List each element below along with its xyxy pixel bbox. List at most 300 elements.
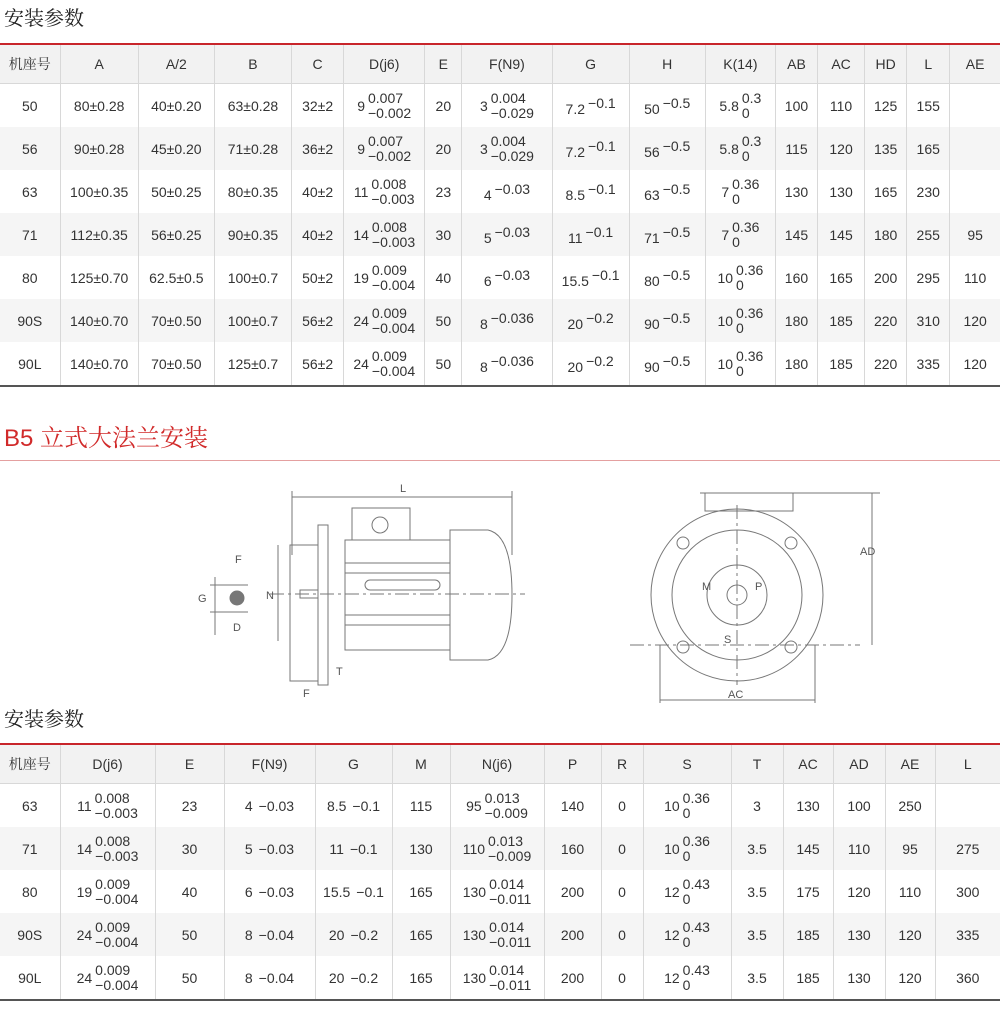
k-cell	[705, 256, 775, 299]
h-cell	[629, 127, 705, 170]
tolerance-value	[568, 224, 613, 246]
tolerance-upper: 0.014	[489, 918, 525, 935]
column-header: K(14)	[705, 45, 775, 84]
tolerance-upper: 0.008	[371, 175, 407, 192]
table-row	[0, 84, 1000, 128]
t-cell: 3.5	[731, 956, 783, 1000]
tolerance-upper: 0.36	[732, 175, 760, 192]
k-cell	[705, 170, 775, 213]
column-header: AB	[775, 45, 817, 84]
tolerance-lower: −0.009	[484, 804, 528, 821]
tolerance-value	[484, 224, 530, 246]
tolerance-base: 10	[717, 355, 734, 372]
h-cell	[629, 299, 705, 342]
c-cell: 40±2	[292, 213, 344, 256]
tolerance-lower: −0.029	[490, 147, 534, 164]
m-cell: 115	[392, 784, 450, 828]
fan-cover	[450, 530, 512, 660]
tolerance-value	[245, 841, 294, 857]
tolerance-upper: 0.014	[489, 961, 525, 978]
tolerance-lower: −0.029	[490, 104, 534, 121]
tolerance-base: 12	[664, 926, 680, 943]
b5-heading: B5 立式大法兰安装	[4, 425, 209, 452]
l-cell: 310	[907, 299, 950, 342]
tolerance-value	[245, 927, 294, 943]
ae-cell: 250	[885, 784, 935, 828]
k-cell	[705, 342, 775, 386]
b-cell: 71±0.28	[214, 127, 291, 170]
installation-table-1	[0, 45, 1000, 387]
d-cell	[60, 956, 155, 1000]
tolerance-deviations	[95, 963, 138, 993]
ac-cell: 110	[818, 84, 865, 128]
ad-cell: 130	[833, 913, 885, 956]
g-cell	[552, 299, 629, 342]
tolerance-deviation: −0.5	[662, 180, 691, 197]
tolerance-lower: −0.011	[489, 976, 532, 993]
l-cell: 165	[907, 127, 950, 170]
p-cell: 200	[544, 870, 601, 913]
l-cell: 155	[907, 84, 950, 128]
frame-cell: 90L	[0, 342, 60, 386]
tolerance-base: 5.8	[719, 140, 739, 157]
ae-cell	[950, 170, 1000, 213]
label-ad: AD	[860, 546, 876, 558]
tolerance-deviation: −0.1	[352, 797, 381, 814]
tolerance-base: 20	[567, 358, 584, 375]
tolerance-upper: 0.009	[95, 961, 131, 978]
tolerance-deviation: −0.5	[662, 137, 691, 154]
label-l: L	[400, 483, 407, 495]
tolerance-value	[329, 970, 378, 986]
tolerance-value	[566, 181, 616, 203]
ae-cell: 110	[885, 870, 935, 913]
tolerance-base: 8	[244, 969, 253, 986]
ae-cell: 95	[885, 827, 935, 870]
b-cell: 100±0.7	[214, 256, 291, 299]
tolerance-lower: 0	[682, 890, 691, 907]
tolerance-lower: 0	[736, 319, 744, 336]
tolerance-upper: 0.013	[484, 789, 520, 806]
tolerance-value	[664, 877, 710, 907]
tolerance-lower: 0	[732, 190, 740, 207]
g-cell	[315, 870, 392, 913]
t-cell: 3.5	[731, 870, 783, 913]
d-cell	[60, 913, 155, 956]
label-t: T	[336, 666, 343, 678]
tolerance-deviations	[491, 134, 534, 164]
tolerance-upper: 0.009	[95, 875, 131, 892]
s-cell	[643, 913, 731, 956]
column-header: G	[552, 45, 629, 84]
d-cell	[344, 127, 425, 170]
tolerance-base: 56	[644, 143, 660, 160]
tolerance-lower: 0	[741, 104, 750, 121]
r-cell: 0	[601, 827, 643, 870]
tolerance-value	[327, 798, 380, 814]
tolerance-value	[717, 263, 763, 293]
column-header: S	[643, 745, 731, 784]
h-cell	[629, 84, 705, 128]
tolerance-deviations	[683, 791, 710, 821]
h-cell	[629, 256, 705, 299]
tolerance-lower: −0.004	[95, 890, 139, 907]
a-cell: 80±0.28	[60, 84, 138, 128]
ac-cell: 145	[783, 827, 833, 870]
tolerance-base: 50	[644, 100, 660, 117]
column-header: H	[629, 45, 705, 84]
tolerance-deviation: −0.1	[588, 180, 616, 197]
h-cell	[629, 342, 705, 386]
tolerance-base: 130	[462, 926, 487, 943]
frame-cell: 63	[0, 170, 60, 213]
m-cell: 165	[392, 913, 450, 956]
tolerance-lower: −0.003	[95, 847, 139, 864]
tolerance-upper: 0.007	[368, 132, 404, 149]
tolerance-deviation: −0.04	[258, 969, 295, 986]
a-half-cell: 50±0.25	[138, 170, 214, 213]
r-cell: 0	[601, 784, 643, 828]
tolerance-deviation: −0.03	[258, 840, 295, 857]
tolerance-base: 4	[483, 186, 492, 203]
hd-cell: 165	[865, 170, 907, 213]
tolerance-value	[484, 267, 530, 289]
column-header: M	[392, 745, 450, 784]
column-header: G	[315, 745, 392, 784]
ad-cell: 100	[833, 784, 885, 828]
column-header: L	[935, 745, 1000, 784]
ab-cell: 180	[775, 299, 817, 342]
tolerance-upper: 0.009	[371, 261, 407, 278]
p-cell: 160	[544, 827, 601, 870]
tolerance-deviation: −0.1	[588, 137, 616, 154]
tolerance-deviations	[372, 220, 415, 250]
tolerance-base: 80	[644, 272, 660, 289]
ab-cell: 145	[775, 213, 817, 256]
column-header: HD	[865, 45, 907, 84]
tolerance-base: 11	[77, 797, 92, 814]
tolerance-base: 8	[479, 315, 488, 332]
tolerance-base: 24	[353, 355, 369, 372]
tolerance-base: 11	[568, 229, 583, 246]
f-cell	[224, 870, 315, 913]
m-cell: 165	[392, 870, 450, 913]
f-cell	[224, 827, 315, 870]
tolerance-value	[329, 841, 377, 857]
d-cell	[60, 784, 155, 828]
tolerance-deviations	[372, 349, 415, 379]
f-cell	[224, 956, 315, 1000]
tolerance-deviation: −0.03	[494, 180, 531, 197]
b-cell: 90±0.35	[214, 213, 291, 256]
tolerance-lower: 0	[736, 276, 744, 293]
label-n: N	[266, 590, 274, 602]
tolerance-deviations	[736, 263, 763, 293]
tolerance-upper: 0.43	[682, 918, 710, 935]
ac-cell: 185	[818, 342, 865, 386]
a-cell: 90±0.28	[60, 127, 138, 170]
tolerance-lower: −0.004	[371, 319, 416, 336]
l-cell	[935, 784, 1000, 828]
tolerance-base: 5	[483, 229, 492, 246]
ab-cell: 115	[775, 127, 817, 170]
c-cell: 36±2	[292, 127, 344, 170]
tolerance-base: 20	[328, 926, 345, 943]
hd-cell: 220	[865, 342, 907, 386]
c-cell: 50±2	[292, 256, 344, 299]
tolerance-value	[357, 91, 411, 121]
label-ac: AC	[728, 689, 744, 701]
tolerance-value	[354, 177, 415, 207]
tolerance-value	[664, 834, 710, 864]
tolerance-value	[245, 884, 294, 900]
tolerance-value	[644, 267, 690, 289]
n-cell	[450, 956, 544, 1000]
a-half-cell: 56±0.25	[138, 213, 214, 256]
tolerance-base: 8.5	[326, 797, 347, 814]
tolerance-upper: 0.008	[94, 789, 130, 806]
tolerance-deviations	[491, 91, 534, 121]
tolerance-value	[480, 353, 534, 375]
tolerance-upper: 0.3	[741, 89, 762, 106]
tolerance-value	[353, 220, 415, 250]
tolerance-lower: 0	[682, 804, 691, 821]
d-cell	[60, 827, 155, 870]
ac-cell: 120	[818, 127, 865, 170]
hd-cell: 180	[865, 213, 907, 256]
e-cell: 40	[425, 256, 462, 299]
d-cell	[344, 299, 425, 342]
b5-motor-drawing	[0, 465, 1000, 705]
tolerance-lower: −0.011	[489, 933, 532, 950]
e-cell: 50	[155, 913, 224, 956]
tolerance-deviations	[489, 877, 531, 907]
tolerance-base: 11	[329, 840, 344, 857]
tolerance-base: 63	[644, 186, 660, 203]
tolerance-upper: 0.008	[95, 832, 131, 849]
tolerance-value	[721, 177, 759, 207]
table-row	[0, 784, 1000, 828]
a-half-cell: 40±0.20	[138, 84, 214, 128]
tolerance-deviations	[732, 177, 759, 207]
table-row	[0, 170, 1000, 213]
e-cell: 50	[155, 956, 224, 1000]
column-header: E	[155, 745, 224, 784]
tolerance-upper: 0.36	[736, 347, 764, 364]
flange-outline	[290, 545, 318, 681]
tolerance-upper: 0.013	[488, 832, 524, 849]
tolerance-deviation: −0.1	[588, 94, 616, 111]
ae-cell: 95	[950, 213, 1000, 256]
tolerance-base: 5	[244, 840, 253, 857]
k-cell	[705, 299, 775, 342]
tolerance-deviations	[371, 177, 414, 207]
tolerance-base: 7.2	[565, 100, 586, 117]
tolerance-upper: 0.36	[682, 789, 710, 806]
tolerance-lower: −0.003	[371, 190, 415, 207]
tolerance-deviation: −0.1	[356, 883, 384, 900]
tolerance-lower: −0.004	[371, 276, 416, 293]
hd-cell: 125	[865, 84, 907, 128]
table-row	[0, 213, 1000, 256]
h-cell	[629, 170, 705, 213]
g-cell	[315, 956, 392, 1000]
l-cell: 295	[907, 256, 950, 299]
tolerance-upper: 0.3	[741, 132, 762, 149]
c-cell: 32±2	[292, 84, 344, 128]
a-cell: 100±0.35	[60, 170, 138, 213]
tolerance-deviation: −0.036	[490, 309, 534, 326]
tolerance-base: 19	[76, 883, 93, 900]
tolerance-base: 8.5	[565, 186, 586, 203]
tolerance-base: 3	[479, 97, 488, 114]
ae-cell: 120	[950, 299, 1000, 342]
tolerance-value	[77, 963, 139, 993]
column-header: R	[601, 745, 643, 784]
tolerance-deviations	[95, 920, 138, 950]
ab-cell: 100	[775, 84, 817, 128]
c-cell: 40±2	[292, 170, 344, 213]
a-cell: 112±0.35	[60, 213, 138, 256]
b-cell: 125±0.7	[214, 342, 291, 386]
tolerance-base: 12	[664, 969, 680, 986]
tolerance-upper: 0.009	[95, 918, 131, 935]
tolerance-value	[664, 791, 710, 821]
tolerance-deviation: −0.5	[662, 309, 691, 326]
column-header: T	[731, 745, 783, 784]
d-cell	[344, 170, 425, 213]
tolerance-deviation: −0.2	[586, 352, 614, 369]
tolerance-value	[77, 877, 139, 907]
ac-cell: 145	[818, 213, 865, 256]
tolerance-value	[644, 138, 690, 160]
tolerance-value	[644, 353, 690, 375]
tolerance-upper: 0.009	[371, 304, 407, 321]
a-cell: 125±0.70	[60, 256, 138, 299]
tolerance-base: 20	[567, 315, 584, 332]
tolerance-base: 90	[644, 315, 660, 332]
table1-header-row	[0, 45, 1000, 84]
tolerance-value	[644, 95, 690, 117]
k-cell	[705, 127, 775, 170]
frame-cell: 80	[0, 870, 60, 913]
tolerance-value	[463, 963, 532, 993]
tolerance-deviation: −0.1	[349, 840, 378, 857]
tolerance-deviation: −0.2	[350, 926, 379, 943]
frame-cell: 90L	[0, 956, 60, 1000]
b-cell: 100±0.7	[214, 299, 291, 342]
e-cell: 50	[425, 299, 462, 342]
table-row	[0, 913, 1000, 956]
tolerance-lower: −0.004	[95, 933, 139, 950]
frame-cell: 80	[0, 256, 60, 299]
frame-cell: 71	[0, 213, 60, 256]
tolerance-deviations	[489, 963, 531, 993]
tolerance-value	[480, 310, 534, 332]
l-cell: 335	[907, 342, 950, 386]
tolerance-value	[463, 920, 532, 950]
hd-cell: 135	[865, 127, 907, 170]
tolerance-upper: 0.36	[732, 218, 760, 235]
f-cell	[462, 127, 552, 170]
b-cell: 80±0.35	[214, 170, 291, 213]
tolerance-value	[77, 920, 139, 950]
d-cell	[60, 870, 155, 913]
d-cell	[344, 342, 425, 386]
n-cell	[450, 870, 544, 913]
d-cell	[344, 256, 425, 299]
ae-cell: 120	[885, 913, 935, 956]
tolerance-deviations	[372, 306, 415, 336]
table-row	[0, 342, 1000, 386]
tolerance-base: 130	[462, 883, 487, 900]
ad-cell: 130	[833, 956, 885, 1000]
r-cell: 0	[601, 870, 643, 913]
tolerance-base: 10	[664, 797, 680, 814]
tolerance-upper: 0.36	[736, 304, 764, 321]
tolerance-value	[463, 877, 532, 907]
e-cell: 20	[425, 127, 462, 170]
tolerance-value	[480, 91, 534, 121]
tolerance-value	[717, 306, 763, 336]
heading-divider	[0, 460, 1000, 461]
table-row	[0, 870, 1000, 913]
tolerance-value	[329, 927, 378, 943]
s-cell	[643, 784, 731, 828]
ac-cell: 130	[818, 170, 865, 213]
tolerance-value	[323, 884, 384, 900]
section1-title: 安装参数	[4, 8, 84, 30]
label-m: M	[702, 581, 712, 593]
tolerance-base: 5.8	[719, 97, 739, 114]
tolerance-base: 95	[466, 797, 482, 814]
label-g: G	[198, 593, 207, 605]
tolerance-value	[719, 134, 761, 164]
tolerance-value	[353, 306, 415, 336]
tolerance-value	[644, 310, 690, 332]
tolerance-value	[562, 267, 620, 289]
tolerance-base: 24	[353, 312, 369, 329]
tolerance-value	[566, 95, 616, 117]
f-cell	[462, 256, 552, 299]
column-header: A	[60, 45, 138, 84]
a-half-cell: 45±0.20	[138, 127, 214, 170]
hd-cell: 200	[865, 256, 907, 299]
tolerance-value	[480, 134, 534, 164]
tolerance-deviation: −0.2	[586, 309, 614, 326]
tolerance-deviation: −0.5	[662, 266, 691, 283]
tolerance-deviations	[489, 920, 531, 950]
e-cell: 23	[425, 170, 462, 213]
t-cell: 3.5	[731, 827, 783, 870]
tolerance-value	[484, 181, 530, 203]
tolerance-deviation: −0.03	[258, 797, 295, 814]
terminal-box	[352, 508, 410, 540]
column-header: A/2	[138, 45, 214, 84]
tolerance-value	[644, 224, 690, 246]
tolerance-lower: 0	[732, 233, 740, 250]
tolerance-base: 7.2	[565, 143, 586, 160]
frame-cell: 90S	[0, 299, 60, 342]
frame-cell: 56	[0, 127, 60, 170]
tolerance-upper: 0.43	[682, 961, 710, 978]
tolerance-deviation: −0.03	[258, 883, 295, 900]
column-header: P	[544, 745, 601, 784]
tolerance-deviation: −0.1	[585, 223, 614, 240]
tolerance-deviations	[368, 134, 411, 164]
tolerance-deviations	[683, 963, 710, 993]
f-cell	[462, 170, 552, 213]
